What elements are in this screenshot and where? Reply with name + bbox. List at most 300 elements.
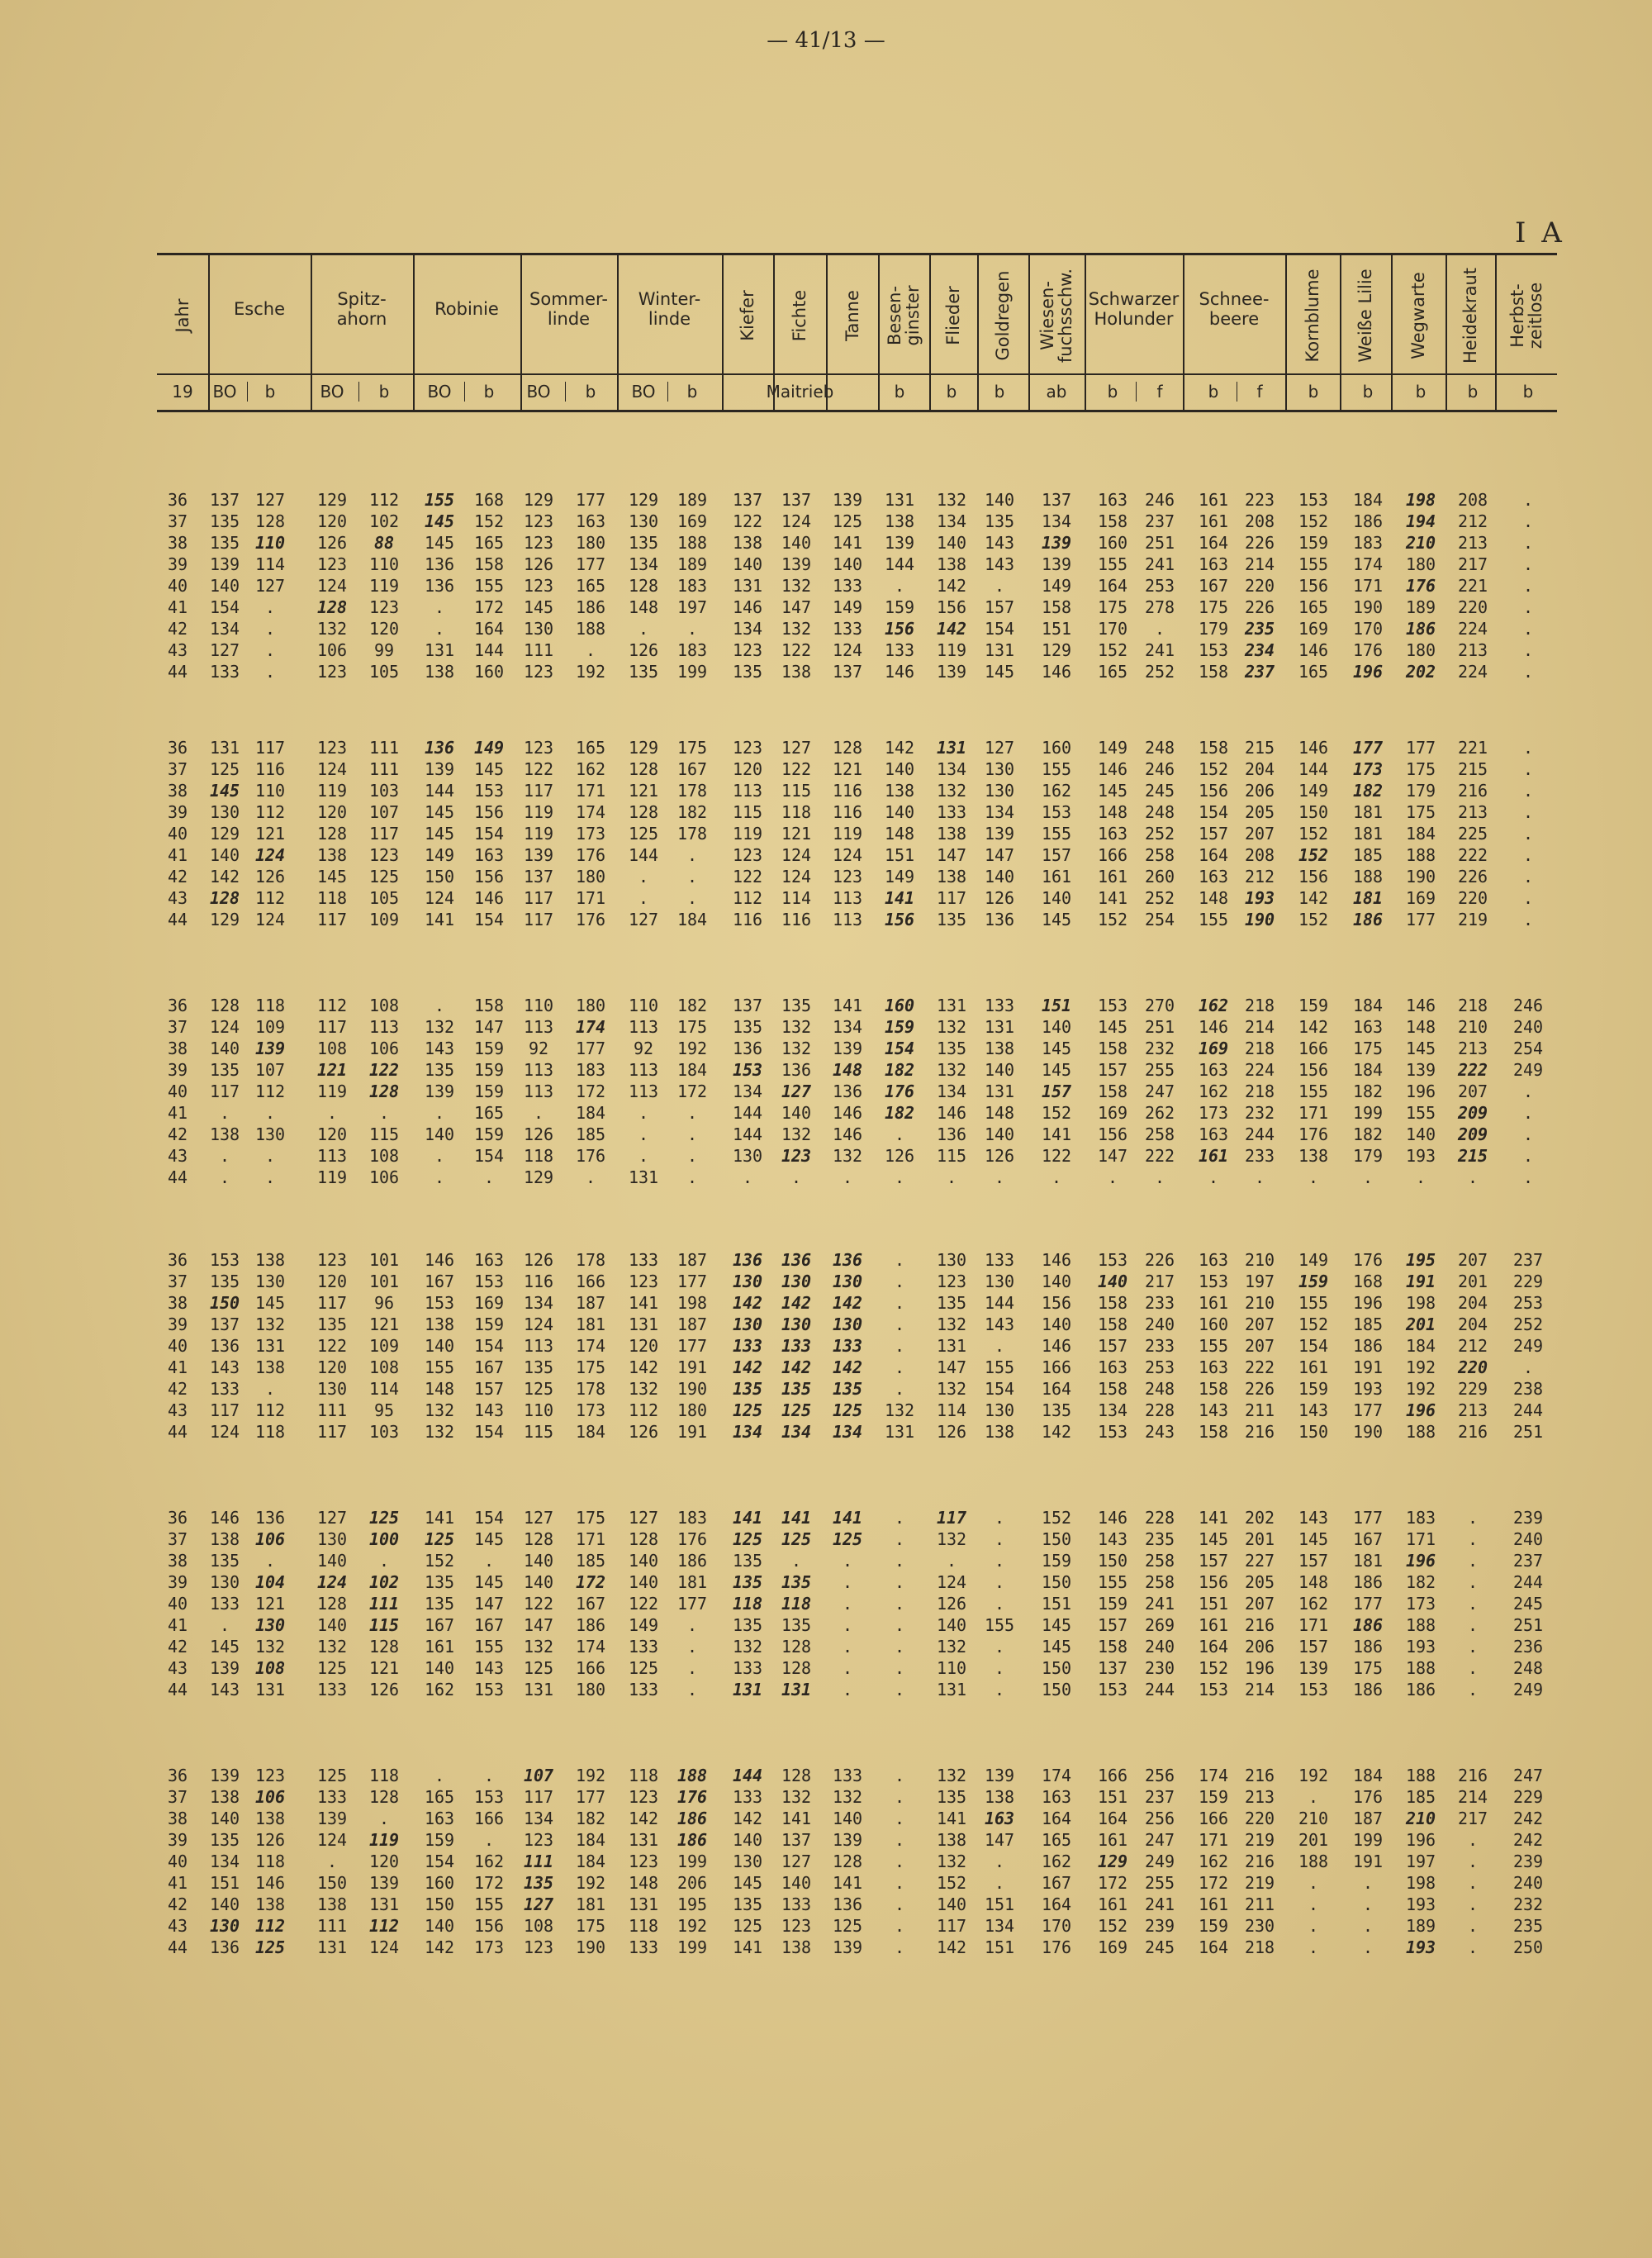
value-cell: 136	[781, 1060, 812, 1080]
value-cell: 141	[424, 910, 455, 929]
value-cell: 136	[209, 1336, 240, 1356]
value-cell: .	[894, 1572, 905, 1592]
table-block	[0, 1249, 1652, 1443]
value-cell: .	[434, 1103, 445, 1123]
value-cell: 134	[732, 1081, 763, 1101]
value-cell: 115	[936, 1146, 967, 1166]
value-cell: .	[1308, 1787, 1319, 1807]
value-cell: 262	[1144, 1103, 1175, 1123]
year-cell: 40	[167, 576, 188, 596]
value-cell: 123	[523, 533, 554, 553]
value-cell: 148	[628, 597, 659, 617]
value-cell: .	[483, 1551, 495, 1571]
value-cell: 138	[316, 1894, 348, 1914]
value-cell: .	[1467, 1937, 1479, 1957]
value-cell: 163	[1352, 1017, 1384, 1037]
value-cell: 191	[1405, 1272, 1436, 1291]
value-cell: 167	[575, 1594, 606, 1614]
value-cell: 130	[254, 1272, 286, 1291]
col-header-fichte	[788, 258, 811, 373]
value-cell: .	[1308, 1167, 1319, 1187]
value-cell: 138	[254, 1250, 286, 1270]
value-cell: 141	[628, 1293, 659, 1313]
col-subheader-kornblume: b	[1308, 382, 1319, 402]
value-cell: 141	[1041, 1124, 1072, 1144]
value-cell: 186	[676, 1809, 708, 1828]
value-cell: 169	[676, 511, 708, 531]
table-row	[0, 1528, 1652, 1550]
value-cell: 138	[936, 554, 967, 574]
value-cell: 117	[523, 1787, 554, 1807]
value-cell: 240	[1512, 1017, 1544, 1037]
value-cell: 133	[781, 1336, 812, 1356]
value-cell: .	[1308, 1916, 1319, 1936]
value-cell: 124	[936, 1572, 967, 1592]
value-cell: 163	[1198, 1124, 1229, 1144]
value-cell: 152	[1097, 1916, 1128, 1936]
maitrieb-label: Maitrieb	[766, 382, 834, 402]
value-cell: 178	[676, 781, 708, 801]
col-subheader-spitzahorn: b	[378, 382, 390, 402]
value-cell: 88	[373, 533, 395, 553]
value-cell: 149	[884, 867, 915, 887]
value-cell: 207	[1244, 1314, 1275, 1334]
value-cell: 134	[936, 511, 967, 531]
value-cell: 126	[523, 1124, 554, 1144]
value-cell: 123	[523, 1937, 554, 1957]
value-cell: 163	[473, 1250, 505, 1270]
value-cell: .	[533, 1103, 544, 1123]
value-cell: 172	[473, 597, 505, 617]
value-cell: 125	[832, 1916, 863, 1936]
value-cell: 152	[1298, 511, 1329, 531]
value-cell: 199	[676, 1937, 708, 1957]
value-cell: 163	[1198, 867, 1229, 887]
value-cell: .	[894, 1167, 905, 1187]
value-cell: 175	[1405, 759, 1436, 779]
value-cell: 157	[1097, 1060, 1128, 1080]
value-cell: 134	[628, 554, 659, 574]
value-cell: 132	[936, 1852, 967, 1871]
value-cell: .	[686, 867, 698, 887]
value-cell: 133	[732, 1336, 763, 1356]
value-cell: 119	[368, 576, 400, 596]
value-cell: 141	[1097, 888, 1128, 908]
value-cell: 138	[209, 1529, 240, 1549]
value-cell: 120	[732, 759, 763, 779]
value-cell: 155	[424, 1357, 455, 1377]
value-cell: 214	[1244, 554, 1275, 574]
value-cell: 155	[473, 576, 505, 596]
year-cell: 39	[167, 554, 188, 574]
value-cell: 185	[575, 1551, 606, 1571]
value-cell: 150	[1041, 1658, 1072, 1678]
year-cell: 38	[167, 1551, 188, 1571]
value-cell: 125	[781, 1400, 812, 1420]
year-cell: 44	[167, 1167, 188, 1187]
value-cell: 193	[1405, 1894, 1436, 1914]
value-cell: 165	[1097, 662, 1128, 682]
value-cell: 188	[1352, 867, 1384, 887]
value-cell: 138	[424, 662, 455, 682]
value-cell: 144	[732, 1103, 763, 1123]
value-cell: 133	[316, 1787, 348, 1807]
value-cell: 155	[984, 1615, 1015, 1635]
value-cell: 222	[1457, 1060, 1488, 1080]
value-cell: 237	[1512, 1250, 1544, 1270]
value-cell: 131	[732, 1680, 763, 1699]
value-cell: 109	[368, 910, 400, 929]
value-cell: 140	[781, 1103, 812, 1123]
value-cell: 134	[1041, 511, 1072, 531]
value-cell: 181	[676, 1572, 708, 1592]
value-cell: 127	[628, 910, 659, 929]
value-cell: .	[686, 1124, 698, 1144]
value-cell: 180	[575, 867, 606, 887]
value-cell: 140	[832, 1809, 863, 1828]
value-cell: 155	[1198, 1336, 1229, 1356]
value-cell: 141	[424, 1508, 455, 1528]
value-cell: 133	[316, 1680, 348, 1699]
value-cell: 156	[473, 1916, 505, 1936]
value-cell: .	[1522, 1357, 1534, 1377]
value-cell: 198	[1405, 1873, 1436, 1893]
value-cell: 152	[473, 511, 505, 531]
value-cell: 127	[316, 1508, 348, 1528]
value-cell: 160	[473, 662, 505, 682]
value-cell: 103	[368, 781, 400, 801]
value-cell: 102	[368, 1572, 400, 1592]
value-cell: .	[1308, 1937, 1319, 1957]
value-cell: 135	[781, 1615, 812, 1635]
value-cell: 252	[1144, 824, 1175, 844]
value-cell: 111	[368, 738, 400, 758]
value-cell: 133	[628, 1637, 659, 1657]
year-cell: 43	[167, 888, 188, 908]
value-cell: 163	[424, 1809, 455, 1828]
value-cell: 139	[209, 1766, 240, 1785]
value-cell: 171	[1352, 576, 1384, 596]
value-cell: 132	[254, 1637, 286, 1657]
value-cell: 208	[1244, 511, 1275, 531]
table-row	[0, 1421, 1652, 1443]
value-cell: 152	[1298, 1314, 1329, 1334]
value-cell: 139	[424, 1081, 455, 1101]
value-cell: 123	[523, 1830, 554, 1850]
value-cell: 186	[1352, 1336, 1384, 1356]
value-cell: .	[994, 1167, 1005, 1187]
value-cell: 131	[984, 1017, 1015, 1037]
value-cell: 134	[936, 759, 967, 779]
col-header-label: Wegwarte	[1408, 272, 1428, 359]
value-cell: 111	[368, 759, 400, 779]
value-cell: 162	[575, 759, 606, 779]
value-cell: 130	[316, 1529, 348, 1549]
value-cell: 127	[628, 1508, 659, 1528]
value-cell: 182	[575, 1809, 606, 1828]
value-cell: 153	[1097, 1680, 1128, 1699]
value-cell: .	[1522, 888, 1534, 908]
value-cell: 241	[1144, 640, 1175, 660]
value-cell: 113	[316, 1146, 348, 1166]
col-header-label: Wiesen- fuchsschw.	[1037, 268, 1075, 364]
value-cell: 185	[1352, 845, 1384, 865]
col-header-label: Kornblume	[1303, 269, 1322, 363]
value-cell: 132	[781, 576, 812, 596]
value-cell: .	[1522, 576, 1534, 596]
table-row	[0, 1357, 1652, 1378]
value-cell: 137	[523, 867, 554, 887]
year-cell: 36	[167, 490, 188, 510]
value-cell: 145	[473, 1529, 505, 1549]
value-cell: 161	[424, 1637, 455, 1657]
value-cell: 193	[1405, 1637, 1436, 1657]
value-cell: 121	[254, 1594, 286, 1614]
year-cell: 40	[167, 1594, 188, 1614]
value-cell: 118	[523, 1146, 554, 1166]
value-cell: 167	[676, 759, 708, 779]
year-cell: 41	[167, 845, 188, 865]
value-cell: 146	[473, 888, 505, 908]
value-cell: 235	[1512, 1916, 1544, 1936]
value-cell: 165	[575, 576, 606, 596]
value-cell: .	[894, 1937, 905, 1957]
value-cell: 143	[1298, 1400, 1329, 1420]
value-cell: 162	[1298, 1594, 1329, 1614]
value-cell: 121	[368, 1658, 400, 1678]
value-cell: 112	[254, 1916, 286, 1936]
year-cell: 43	[167, 1400, 188, 1420]
value-cell: 119	[368, 1830, 400, 1850]
value-cell: 212	[1244, 867, 1275, 887]
value-cell: 189	[1405, 597, 1436, 617]
value-cell: 224	[1244, 1060, 1275, 1080]
value-cell: 201	[1244, 1529, 1275, 1549]
value-cell: 152	[1298, 910, 1329, 929]
value-cell: 147	[984, 1830, 1015, 1850]
value-cell: .	[219, 1146, 230, 1166]
value-cell: 138	[936, 1830, 967, 1850]
value-cell: 117	[523, 888, 554, 908]
value-cell: 142	[1041, 1422, 1072, 1442]
value-cell: 140	[936, 1894, 967, 1914]
value-cell: 130	[732, 1852, 763, 1871]
value-cell: 120	[316, 802, 348, 822]
value-cell: 153	[1198, 640, 1229, 660]
value-cell: 161	[1097, 1894, 1128, 1914]
value-cell: .	[1522, 910, 1534, 929]
col-subheader-wegwarte: b	[1415, 382, 1427, 402]
value-cell: 176	[1405, 576, 1436, 596]
value-cell: 141	[936, 1809, 967, 1828]
value-cell: .	[686, 1167, 698, 1187]
value-cell: 107	[368, 802, 400, 822]
year-cell: 37	[167, 1272, 188, 1291]
value-cell: 156	[1298, 576, 1329, 596]
value-cell: 162	[1041, 781, 1072, 801]
value-cell: 170	[1097, 619, 1128, 639]
table-row	[0, 597, 1652, 618]
col-subheader-schneebeere: f	[1256, 382, 1263, 402]
value-cell: 128	[628, 759, 659, 779]
value-cell: 106	[254, 1787, 286, 1807]
value-cell: 148	[884, 824, 915, 844]
value-cell: 155	[424, 490, 455, 510]
year-cell: 42	[167, 1379, 188, 1399]
value-cell: 128	[316, 1594, 348, 1614]
value-cell: 161	[1097, 867, 1128, 887]
value-cell: 140	[984, 490, 1015, 510]
value-cell: 158	[1198, 1422, 1229, 1442]
value-cell: 250	[1512, 1937, 1544, 1957]
value-cell: 182	[1352, 1124, 1384, 1144]
value-cell: 189	[676, 554, 708, 574]
value-cell: 124	[424, 888, 455, 908]
value-cell: 163	[1198, 554, 1229, 574]
value-cell: 184	[1352, 1766, 1384, 1785]
value-cell: .	[1522, 1124, 1534, 1144]
value-cell: 153	[473, 1272, 505, 1291]
value-cell: 143	[984, 533, 1015, 553]
value-cell: 130	[209, 1916, 240, 1936]
value-cell: 137	[209, 490, 240, 510]
value-cell: .	[1522, 802, 1534, 822]
value-cell: 188	[1405, 1766, 1436, 1785]
value-cell: 140	[1041, 1314, 1072, 1334]
value-cell: 219	[1244, 1873, 1275, 1893]
value-cell: 182	[1405, 1572, 1436, 1592]
value-cell: 126	[936, 1422, 967, 1442]
value-cell: 177	[676, 1336, 708, 1356]
value-cell: .	[1467, 1594, 1479, 1614]
value-cell: 103	[368, 1422, 400, 1442]
value-cell: 159	[1041, 1551, 1072, 1571]
value-cell: 111	[523, 640, 554, 660]
value-cell: .	[483, 1766, 495, 1785]
value-cell: 113	[368, 1017, 400, 1037]
value-cell: 96	[373, 1293, 395, 1313]
value-cell: 147	[936, 845, 967, 865]
value-cell: 130	[732, 1272, 763, 1291]
value-cell: 161	[1198, 1146, 1229, 1166]
value-cell: 211	[1244, 1894, 1275, 1914]
value-cell: 129	[523, 490, 554, 510]
value-cell: 140	[209, 1894, 240, 1914]
value-cell: 124	[316, 576, 348, 596]
value-cell: 132	[424, 1400, 455, 1420]
value-cell: .	[1362, 1167, 1374, 1187]
value-cell: 213	[1457, 533, 1488, 553]
value-cell: 204	[1244, 759, 1275, 779]
value-cell: 165	[1041, 1830, 1072, 1850]
value-cell: .	[842, 1680, 853, 1699]
value-cell: 139	[781, 554, 812, 574]
value-cell: 131	[628, 1830, 659, 1850]
value-cell: .	[1362, 1937, 1374, 1957]
value-cell: 150	[1298, 1422, 1329, 1442]
value-cell: 167	[424, 1615, 455, 1635]
value-cell: 148	[832, 1060, 863, 1080]
value-cell: 120	[316, 1357, 348, 1377]
value-cell: 155	[473, 1894, 505, 1914]
value-cell: 134	[209, 1852, 240, 1871]
value-cell: 140	[316, 1551, 348, 1571]
value-cell: 163	[984, 1809, 1015, 1828]
value-cell: .	[434, 619, 445, 639]
value-cell: 218	[1244, 996, 1275, 1015]
value-cell: 158	[1041, 597, 1072, 617]
value-cell: 181	[1352, 802, 1384, 822]
value-cell: 157	[1198, 824, 1229, 844]
value-cell: 113	[523, 1060, 554, 1080]
value-cell: 123	[832, 867, 863, 887]
value-cell: 244	[1512, 1400, 1544, 1420]
value-cell: 124	[316, 1572, 348, 1592]
value-cell: 137	[209, 1314, 240, 1334]
table-row	[0, 1145, 1652, 1167]
value-cell: 186	[676, 1551, 708, 1571]
value-cell: 144	[628, 845, 659, 865]
value-cell: 177	[575, 1039, 606, 1058]
table-row	[0, 1786, 1652, 1808]
value-cell: 126	[628, 640, 659, 660]
col-subheader-schwarzer-holunder: b	[1107, 382, 1118, 402]
value-cell: 131	[368, 1894, 400, 1914]
value-cell: 155	[1405, 1103, 1436, 1123]
value-cell: 177	[1352, 1508, 1384, 1528]
value-cell: 132	[781, 619, 812, 639]
value-cell: 189	[1405, 1916, 1436, 1936]
value-cell: .	[1467, 1529, 1479, 1549]
value-cell: 188	[1405, 1422, 1436, 1442]
col-header-label: Weiße Lilie	[1355, 269, 1375, 363]
value-cell: 158	[473, 554, 505, 574]
value-cell: 165	[473, 533, 505, 553]
value-cell: 182	[884, 1103, 915, 1123]
value-cell: 176	[1298, 1124, 1329, 1144]
value-cell: 128	[368, 1081, 400, 1101]
value-cell: 108	[523, 1916, 554, 1936]
value-cell: .	[264, 1379, 276, 1399]
year-cell: 40	[167, 1336, 188, 1356]
value-cell: 186	[1352, 910, 1384, 929]
value-cell: .	[686, 888, 698, 908]
value-cell: 247	[1512, 1766, 1544, 1785]
value-cell: 176	[1352, 1250, 1384, 1270]
value-cell: 108	[368, 1146, 400, 1166]
value-cell: 154	[984, 619, 1015, 639]
value-cell: 108	[368, 996, 400, 1015]
value-cell: 138	[254, 1894, 286, 1914]
value-cell: 148	[628, 1873, 659, 1893]
value-cell: 198	[676, 1293, 708, 1313]
value-cell: 192	[575, 1873, 606, 1893]
value-cell: 175	[676, 1017, 708, 1037]
table-row	[0, 780, 1652, 801]
value-cell: 135	[209, 1551, 240, 1571]
value-cell: 121	[368, 1314, 400, 1334]
value-cell: 192	[1298, 1766, 1329, 1785]
value-cell: 140	[732, 1830, 763, 1850]
value-cell: 133	[832, 576, 863, 596]
value-cell: 113	[523, 1336, 554, 1356]
year-cell: 38	[167, 533, 188, 553]
value-cell: 180	[1405, 554, 1436, 574]
value-cell: 180	[575, 996, 606, 1015]
subcolumn-tick	[565, 382, 566, 402]
value-cell: 110	[936, 1658, 967, 1678]
value-cell: .	[434, 1167, 445, 1187]
